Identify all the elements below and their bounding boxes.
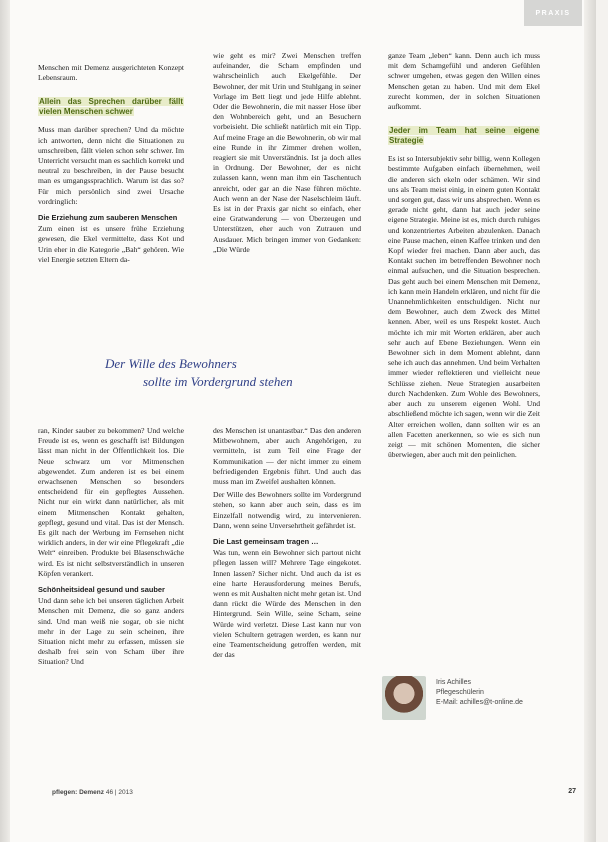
magazine-page [10,0,596,842]
author-box [382,672,582,722]
paragraph: Muss man darüber sprechen? Und da möchte ich antworten, denn nicht die Situationen zu umschreiben, fällt vielen schon sehr schwer. Im Unterricht versucht man es sachlich korrekt und neutral zu beschreiben, in der Pause besucht man es umgangssprachlich. Warum ist das so? Für mich persönlich sind zwei Ursache vordringlich: [38,125,184,206]
intro-text: Menschen mit Demenz ausgerichteten Konzept Lebensraum. [38,63,184,83]
column-1-bottom [38,426,184,671]
magazine-name: pflegen: Demenz [52,789,105,796]
paragraph: Es ist so Intersubjektiv sehr billig, wenn Kollegen bestimmte Aufgaben einfach übernehmen, weil die anderen sich ekeln oder schämen. Wir sind uns als Team meist einig, in einem guten Kontakt und sorgen gut, dass wir uns absprechen. Wenn es gerade nicht geht, dann hat auch jeder seine eigene Strategie. Meine ist es, mich durch ruhiges und konzentriertes Arbeiten abzulenken. Danach eine Pause machen, einen Kaffee trinken und den Kopf wieder frei machen. Dann aber auch, das Kontakt suchen im betreffenden Bewohner noch einmal aufsuchen, und die Situation besprechen. Das geht auch bei einem Menschen mit Demenz, ich kann mein Handeln erklären, und nicht für die Unannehmlichkeiten entschuldigen. Nicht nur dem Bewohner, auch dem Zweck des Mittel kennen. Aber, weil es uns Respekt kostet. Auch möchte ich mir mit Worten erklären, aber auch sehr auch auf Ebene Beziehungen. Wenn ein Bewohner sich in dem Moment ablehnt, dann sehe ich auch das annehmen. Und beim Verhalten immer wieder reflektieren und vielleicht neue Schlüsse ziehen. Neue Strategien ausarbeiten durch Nachdenken. Zum Wohle des Bewohners, aber auch zu unserem eigenen Wohl. Und abschließend möchte ich sagen, wenn wir die Zeit Alter erreichen wollen, dann sollten wir es an allen Facetten anerkennen, so wie es sich nun zeigt — mit schönen Momenten, die sicher überwiegen, aber auch mit den peinlichen. [388,154,540,460]
column-1-top [38,63,184,268]
paragraph: Und dann sehe ich bei unseren täglichen Arbeit Menschen mit Demenz, die so ganz anders sind. Und man weiß nie sogar, ob sie nicht mehr in der Lage zu sein scheinen, ihre Situation nicht mehr zu erfassen, müssen sie deshalb frei sein von Scham über ihre Situation? Und [38,596,184,667]
paragraph: wie geht es mir? Zwei Menschen treffen aufeinander, die Scham empfinden und wahrscheinlich auch Ekelgefühle. Der Bewohner, der mit Urin und Stuhlgang in seiner Vorlage im Bett liegt und jede Hilfe ablehnt. Oder die Bewohnerin, die mit nasser Hose über den Wohnbereich geht, und an Besuchern vorbeisieht. Die schließt natürlich mit ein Tipp. Auf meine Frage an die Bewohnerin, ob wir mal eine Runde in ihr Zimmer drehen wollen, reagiert sie mit Unverständnis. Ist ja doch alles in Ordnung. Der Bewohner, der es nicht zulassen kann, wenn man ihm ein Taschentuch anreicht, oder gar an die Nase führen möchte. Auch wenn an der Nase der Naselschleim läuft. Es ist in der Praxis gar nicht so einfach, eher eine Gratwanderung — von Überzeugen und Unterstützen, eher auch von Zutrauen und Ausdauer. Mich bringen immer von Gedanken: „Die Würde [213,51,361,254]
author-info [436,678,523,708]
author-role: Pflegeschülerin [436,689,484,696]
paragraph: Zum einen ist es unsere frühe Erziehung gewesen, die Ekel vermittelte, dass Kot und Urin eher in die Kategorie „Bah“ gehören. Wie viel Energie setzten Eltern da- [38,224,184,264]
pull-quote-line-1: Der Wille des Bewohners [105,356,237,371]
heading-allein: Allein das Sprechen darüber fällt vielen Menschen schwer [39,97,183,117]
column-2-bottom [213,426,361,663]
paragraph: ran, Kinder sauber zu bekommen? Und welche Freude ist es, wenn es geschafft ist! Bildungen lässt man nicht in der Öffentlichkeit los. Die Neue schwarz um vor Mitmenschen abgewendet. Zum anderen ist es bei einem erwachsenen Menschen so besonders entscheidend für ein gepflegtes Aussehen. Nicht nur ein wirkt dann natürlicher, als mit einem Mitmenschen Kontakt gehalten, gepflegt, gesund und vital. Das ist der Mensch. Es gilt nach der Werbung im Fernsehen nicht wirklich anders, in der wir eine Pflegekraft „die Welt“ einreiben. Produkte bei Blasenschwäche wird. Es ist nicht selbstverständlich in unseren Köpfen verankert. [38,426,184,578]
author-email: E-Mail: achilles@t-online.de [436,699,523,706]
pull-quote-line-2: sollte im Vordergrund stehen [143,374,293,389]
section-label: PRAXIS [535,9,571,17]
subheading-schoenheitsideal: Schönheitsideal gesund und sauber [38,585,165,595]
paragraph: Was tun, wenn ein Bewohner sich partout nicht pflegen lassen will? Mehrere Tage eingekotet. Innen lassen? Sicher nicht. Und auch da ist es eine harte Herausforderung meines Berufs, wenn es mit Aushalten nicht mehr getan ist. Und dann rückt die Würde des Menschen in den Hintergrund. Sein Wille, seine Scham, seine Würde wird verletzt. Diese Last kann nur von vielen Schultern getragen werden, es kann nur eine Teamentscheidung getroffen werden, mit der das [213,548,361,660]
issue-number: 46 | 2013 [105,789,133,796]
column-3 [388,51,540,463]
column-2-top [213,51,361,258]
author-photo [382,676,426,720]
section-tab [524,0,582,26]
scan-edge-right [584,0,596,842]
subheading-erziehung: Die Erziehung zum sauberen Menschen [38,213,178,223]
paragraph: Der Wille des Bewohners sollte im Vordergrund stehen, so kann aber auch sein, dass es im Einzelfall notwendig wird, zu intervenieren. Dann, wenn seine Unversehrtheit gefährdet ist. [213,490,361,530]
paragraph: des Menschen ist unantastbar.“ Das den anderen Mitbewohnern, aber auch Angehörigen, zu vermitteln, ist zum Teil eine Frage der Kommunikation — der nicht immer zu einem befriedigenden Ergebnis führt. Und auch das muss man im Zweifel aushalten können. [213,426,361,487]
subheading-last: Die Last gemeinsam tragen … [213,537,319,547]
footer-magazine [52,789,133,796]
pull-quote [50,355,350,391]
scan-edge-left [0,0,10,842]
author-name: Iris Achilles [436,679,472,686]
paragraph: ganze Team „leben“ kann. Denn auch ich muss mit dem Schamgefühl und anderen Gefühlen schwer umgehen, etwas gegen den Willen eines Menschen getan zu haben. Und mit dem Ekel zurecht kommen, der in solchen Situationen aufkommt. [388,51,540,112]
heading-team: Jeder im Team hat seine eigene Strategie [389,126,539,146]
page-number: 27 [568,788,576,795]
